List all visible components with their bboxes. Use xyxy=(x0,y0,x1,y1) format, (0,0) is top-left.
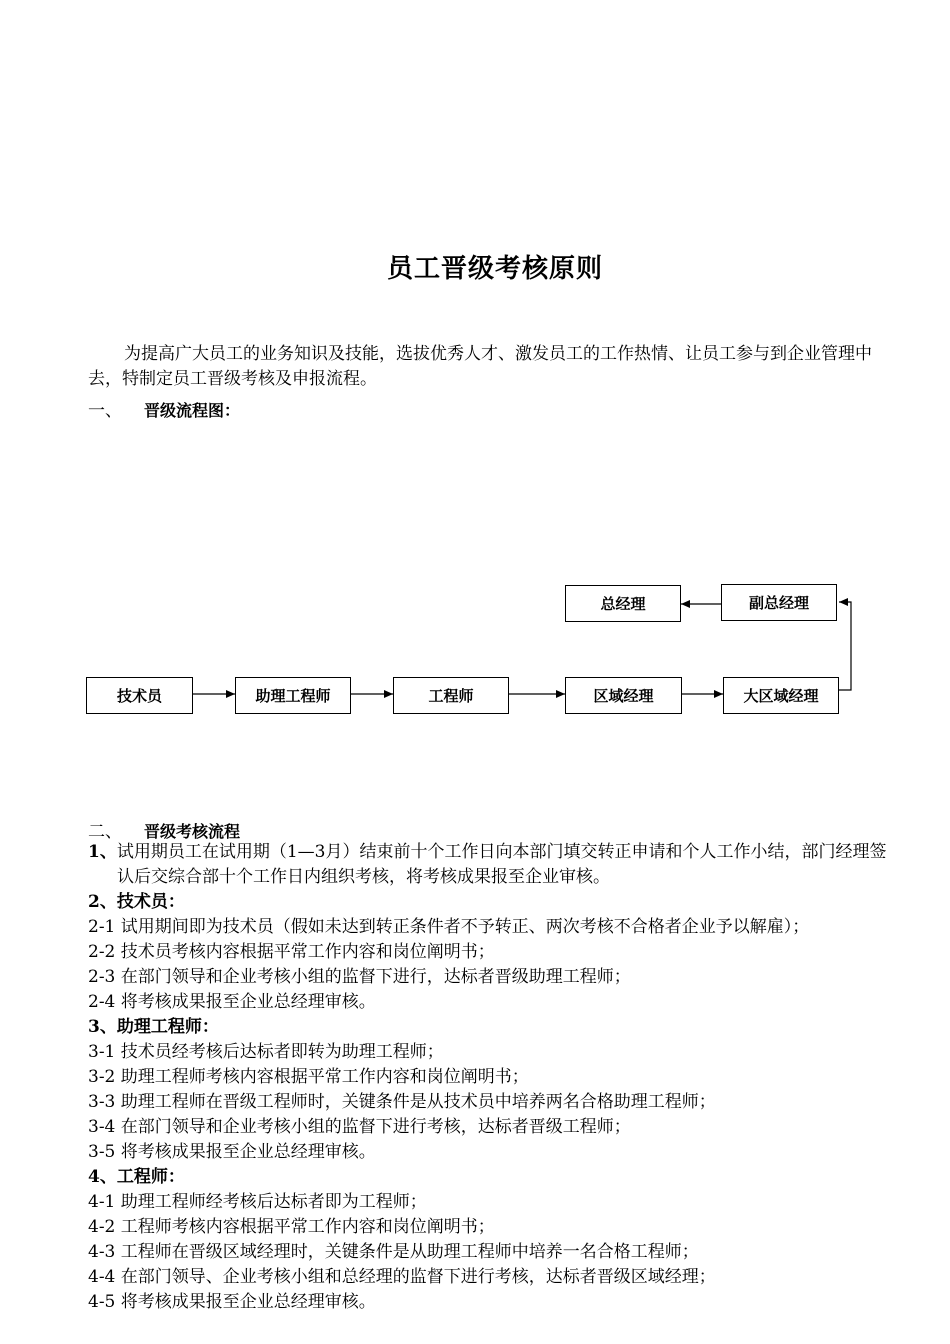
list-item: 1、试用期员工在试用期（1—3月）结束前十个工作日向本部门填交转正申请和个人工作小结，部门经理签认后交综合部十个工作日内组织考核，将考核成果报至企业审核。 xyxy=(88,842,887,887)
flow-box-gm: 总经理 xyxy=(565,585,681,622)
list-item: 2-4 将考核成果报至企业总经理审核。 xyxy=(88,992,376,1012)
section-2-heading xyxy=(88,817,240,842)
list-item: 2-1 试用期间即为技术员（假如未达到转正条件者不予转正、两次考核不合格者企业予以解雇）； xyxy=(88,917,810,937)
list-item: 2-3 在部门领导和企业考核小组的监督下进行，达标者晋级助理工程师； xyxy=(88,967,631,987)
list-item: 3-4 在部门领导和企业考核小组的监督下进行考核，达标者晋级工程师； xyxy=(88,1117,631,1137)
process-list xyxy=(88,840,898,1315)
list-item: 4-3 工程师在晋级区域经理时，关键条件是从助理工程师中培养一名合格工程师； xyxy=(88,1242,699,1262)
list-heading: 4、工程师： xyxy=(88,1167,185,1187)
flow-box-engineer: 工程师 xyxy=(393,677,509,714)
list-heading: 3、助理工程师： xyxy=(88,1017,219,1037)
flow-box-deputy-gm: 副总经理 xyxy=(721,584,837,621)
intro-paragraph: 为提高广大员工的业务知识及技能，选拔优秀人才、激发员工的工作热情、让员工参与到企业管理中去，特制定员工晋级考核及申报流程。 xyxy=(88,344,872,389)
section-1-number: 一、 xyxy=(88,401,122,421)
section-2-number: 二、 xyxy=(88,822,122,842)
flow-box-assistant-engineer: 助理工程师 xyxy=(235,677,351,714)
list-item: 2-2 技术员考核内容根据平常工作内容和岗位阐明书； xyxy=(88,942,495,962)
list-item: 4-5 将考核成果报至企业总经理审核。 xyxy=(88,1292,376,1312)
list-item: 4-4 在部门领导、企业考核小组和总经理的监督下进行考核，达标者晋级区域经理； xyxy=(88,1267,716,1287)
flow-box-technician: 技术员 xyxy=(86,677,193,714)
section-1-title: 晋级流程图： xyxy=(144,401,241,420)
list-item: 3-3 助理工程师在晋级工程师时，关键条件是从技术员中培养两名合格助理工程师； xyxy=(88,1092,716,1112)
flow-box-big-region-manager: 大区域经理 xyxy=(723,677,839,714)
list-item: 4-2 工程师考核内容根据平常工作内容和岗位阐明书； xyxy=(88,1217,495,1237)
section-2-title: 晋级考核流程 xyxy=(144,822,241,841)
list-item: 3-1 技术员经考核后达标者即转为助理工程师； xyxy=(88,1042,444,1062)
list-item: 3-2 助理工程师考核内容根据平常工作内容和岗位阐明书； xyxy=(88,1067,529,1087)
list-item: 3-5 将考核成果报至企业总经理审核。 xyxy=(88,1142,376,1162)
page-title: 员工晋级考核原则 xyxy=(386,254,603,284)
flow-box-region-manager: 区域经理 xyxy=(565,677,682,714)
list-heading: 2、技术员： xyxy=(88,892,185,912)
arrow-bigregion-to-deputy xyxy=(839,602,851,690)
list-item: 4-1 助理工程师经考核后达标者即为工程师； xyxy=(88,1192,427,1212)
